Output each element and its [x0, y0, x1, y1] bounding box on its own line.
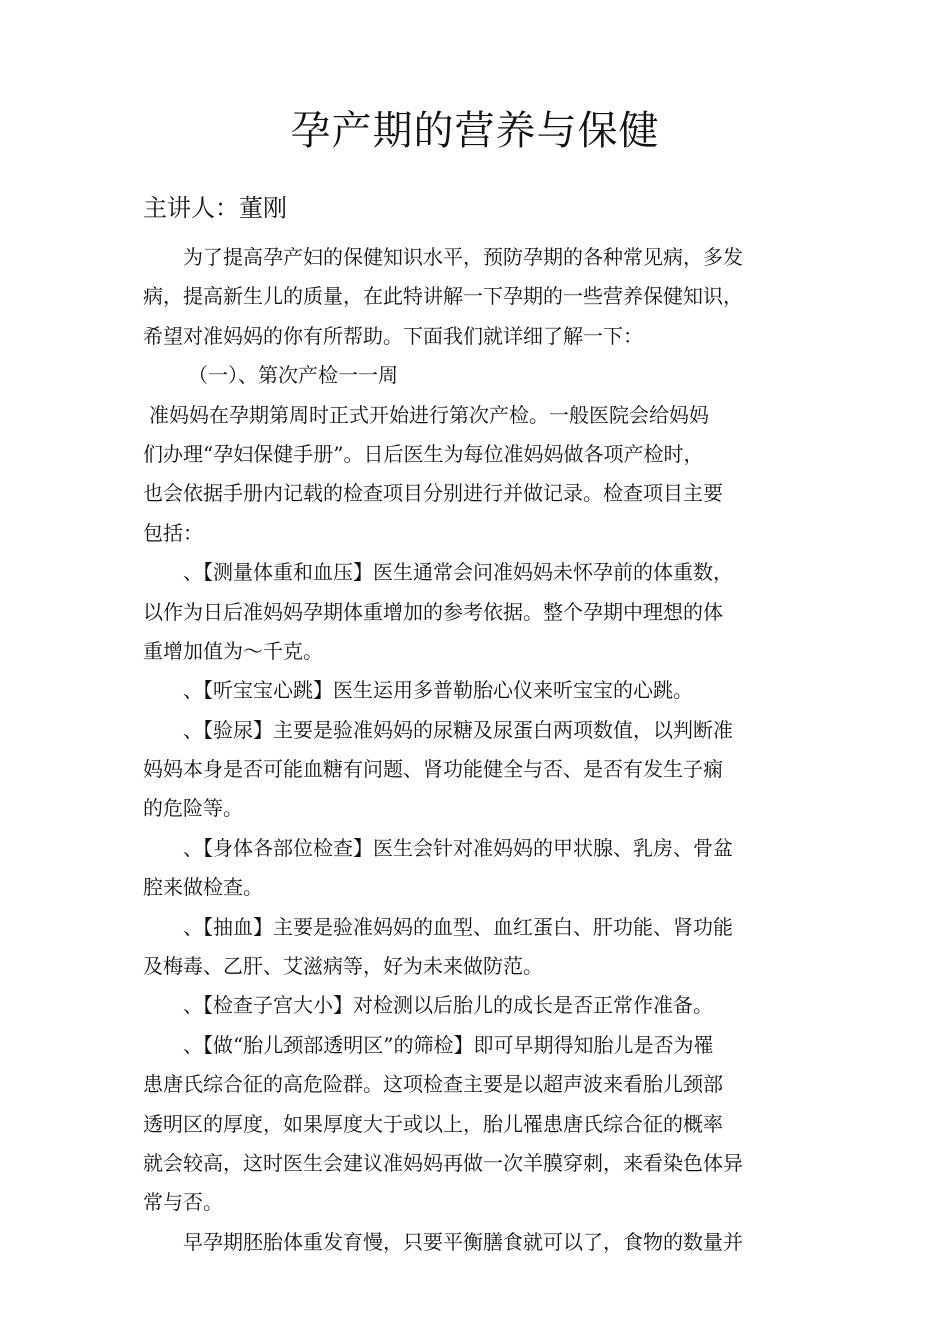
list-item-line: 、【验尿】主要是验准妈妈的尿糖及尿蛋白两项数值，以判断准	[183, 717, 733, 742]
paragraph-line: 包括：	[143, 520, 203, 545]
list-item-line: 腔来做检查。	[143, 875, 263, 900]
paragraph-line: 希望对准妈妈的你有所帮助。下面我们就详细了解一下：	[143, 323, 643, 348]
list-item-line: 的危险等。	[143, 796, 243, 821]
list-item-line: 、【抽血】主要是验准妈妈的血型、血红蛋白、肝功能、肾功能	[183, 914, 733, 939]
paragraph-line: 准妈妈在孕期第周时正式开始进行第次产检。一般医院会给妈妈	[149, 402, 709, 427]
document-body	[143, 238, 843, 1262]
paragraph-line: 们办理“孕妇保健手册”。日后医生为每位准妈妈做各项产检时，	[143, 441, 704, 466]
list-item-line: 就会较高，这时医生会建议准妈妈再做一次羊膜穿刺，来看染色体异	[143, 1150, 743, 1175]
speaker-line: 主讲人：董刚	[143, 194, 287, 222]
list-item-line: 妈妈本身是否可能血糖有问题、肾功能健全与否、是否有发生子痫	[143, 757, 723, 782]
list-item-line: 重增加值为〜千克。	[143, 638, 323, 663]
list-item-line: 及梅毒、乙肝、艾滋病等，好为未来做防范。	[143, 954, 543, 979]
paragraph-line: 早孕期胚胎体重发育慢，只要平衡膳食就可以了，食物的数量并	[183, 1229, 743, 1254]
document-title: 孕产期的营养与保健	[290, 108, 660, 154]
list-item-line: 患唐氏综合征的高危险群。这项检查主要是以超声波来看胎儿颈部	[143, 1072, 723, 1097]
section-heading: （一）、第次产检一一周	[188, 363, 398, 388]
list-item-line: 、【测量体重和血压】医生通常会问准妈妈未怀孕前的体重数，	[183, 560, 733, 585]
list-item-line: 以作为日后准妈妈孕期体重增加的参考依据。整个孕期中理想的体	[143, 599, 723, 624]
list-item-line: 常与否。	[143, 1190, 223, 1215]
list-item-line: 透明区的厚度，如果厚度大于或以上，胎儿罹患唐氏综合征的概率	[143, 1111, 723, 1136]
paragraph-line: 病，提高新生儿的质量，在此特讲解一下孕期的一些营养保健知识，	[143, 284, 743, 309]
list-item-line: 、【做“胎儿颈部透明区”的筛检】即可早期得知胎儿是否为罹	[183, 1032, 714, 1057]
paragraph-line: 为了提高孕产妇的保健知识水平，预防孕期的各种常见病，多发	[183, 245, 743, 269]
list-item-line: 、【听宝宝心跳】医生运用多普勒胎心仪来听宝宝的心跳。	[183, 678, 693, 703]
list-item-line: 、【检查子宫大小】对检测以后胎儿的成长是否正常作准备。	[183, 993, 713, 1018]
paragraph-line: 也会依据手册内记载的检查项目分别进行并做记录。检查项目主要	[143, 481, 723, 506]
list-item-line: 、【身体各部位检查】医生会针对准妈妈的甲状腺、乳房、骨盆	[183, 835, 733, 860]
